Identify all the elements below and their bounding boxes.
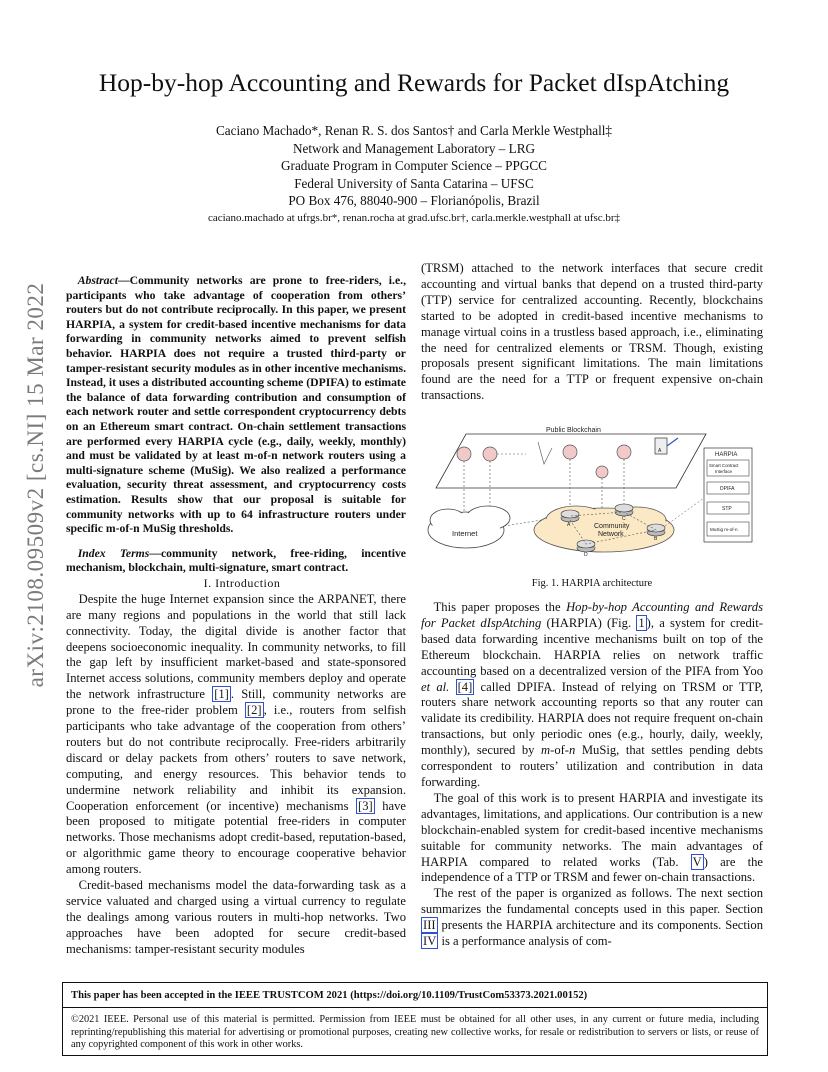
intro-paragraph-5: The rest of the paper is organized as follows. The next section summarizes the fundamental concepts used in this paper. Section III presents the HARPIA architecture and its components. Section IV is a performance analysis of com- xyxy=(421,886,763,949)
block-circle xyxy=(483,447,497,461)
index-terms-label: Index Terms xyxy=(77,546,150,560)
intro-paragraph-1: Despite the huge Internet expansion since the ARPANET, there are many regions and populations in the world that still lack connectivity. Today, the digital divide is another factor that deepens socioeconomic inequality. In community networks, to fill the gap left by insufficient market-based and state-sponsored Internet access solutions, community members deploy and operate the network infrastructure [1] . Still, community networks are prone to the free-rider problem [2] , i.e., routers from selfish participants who take advantage of the cooperation from others’ routers but do not contribute reciprocally. Free-riders arbitrarily discard or delay packets from others’ routers to save network, computing, and energy resources. This behavior tends to undermine network reliability and inhibit its expansion. Cooperation enforcement (or incentive) mechanisms [3] have been proposed to mitigate potential free-riders in computer networks. Those mechanisms adopt credit-based, reputation-based, or algorithmic game theory to encourage cooperative behavior among routers. xyxy=(66,591,406,877)
community-label: Community xyxy=(594,523,630,530)
acceptance-notice: This paper has been accepted in the IEEE TRUSTCOM 2021 (https://doi.org/10.1109/TrustCom53373.2021.00152) xyxy=(71,990,588,1001)
svg-text:A: A xyxy=(658,448,662,454)
svg-text:STP: STP xyxy=(722,506,732,512)
left-column xyxy=(66,274,406,958)
figure-link[interactable]: 1 xyxy=(638,615,645,630)
block-circle xyxy=(596,466,608,478)
block-circle xyxy=(457,447,471,461)
network-label: Network xyxy=(598,531,624,538)
abstract-text: —Community networks are prone to free-riders, i.e., participants who take advantage of cooperation from others’ routers but do not contribute reciprocally. In this paper, we present HARPIA, a system for credit-based incentive mechanisms for data forwarding in community networks aimed to prevent selfish behavior. HARPIA does not require a trusted third-party or tamper-resistant security modules as in other incentive mechanisms. Instead, it uses a distributed accounting scheme (DPIFA) to estimate the balance of data forwarding contribution and consumption of each network router and settle correspondent cryptocurrency debts on an Ethereum smart contract. On-chain settlement transactions are performed every HARPIA cycle (e.g., daily, weekly, monthly) and must be validated by at least m-of-n network routers using a multi-signature scheme (MuSig). We also realized a performance evaluation, security threat assessment, and cryptocurrency costs estimation. Results show that our proposal is suitable for community networks with up to 64 infrastructure routers under specific m-of-n MuSig thresholds. xyxy=(66,274,406,536)
router-d xyxy=(577,540,595,552)
paper-title: Hop-by-hop Accounting and Rewards for Packet dIspAtching xyxy=(98,68,730,97)
svg-text:MuSig m-of-n: MuSig m-of-n xyxy=(710,527,738,532)
citation-link[interactable]: [3] xyxy=(358,798,373,813)
svg-text:DPIFA: DPIFA xyxy=(720,486,735,492)
internet-label: Internet xyxy=(452,529,478,538)
author-block xyxy=(60,122,768,228)
harpia-label: HARPIA xyxy=(715,452,738,458)
harpia-architecture-figure xyxy=(426,420,766,578)
svg-text:Smart Contract: Smart Contract xyxy=(709,463,739,468)
affiliation-university: Federal University of Santa Catarina – UFSC xyxy=(294,175,534,191)
abstract-label: Abstract xyxy=(77,274,118,287)
intro-paragraph-3: This paper proposes the Hop-by-hop Accounting and Rewards for Packet dIspAtching (HARPIA) (Fig. 1 ), a system for credit-based data forwarding incentive mechanisms built on top of the Ethereum blockchain. HARPIA relies on network traffic accounting based on a decentralized version of the PIFA from Yoo et al. [4] called DPIFA. Instead of relying on TRSM or TTP, routers share network accounting reports so that any router can validate its credibility. HARPIA does not require frequent on-chain transactions, but only periodic ones (e.g., hourly, daily, weekly, monthly), secured by m-of-n MuSig, that settles pending debts correspondent to routers’ utilization and contribution in data forwarding. xyxy=(421,600,764,789)
section-heading-introduction: I. Introduction xyxy=(203,575,281,590)
author-emails: caciano.machado at ufrgs.br*, renan.rocha at grad.ufsc.br†, carla.merkle.westphall at ufsc.br‡ xyxy=(207,211,621,224)
footer-notice-box xyxy=(62,982,768,1056)
svg-text:D: D xyxy=(584,552,588,558)
svg-text:C: C xyxy=(622,516,626,522)
copyright-notice: ©2021 IEEE. Personal use of this material is permitted. Permission from IEEE must be obtained for all other uses, in any current or future media, including reprinting/republishing this material for advertising or promotional purposes, creating new collective works, for resale or redistribution to servers or lists, or reuse of any copyrighted component of this work in other works. xyxy=(71,1014,759,1051)
intro-paragraph-2: Credit-based mechanisms model the data-forwarding task as a service valuated and charged using a virtual currency to regulate the dealings among various routers in multi-hop networks. Two approaches have been adopted for secure credit-based mechanisms: tamper-resistant security modules xyxy=(66,878,406,956)
intro-paragraph-2-continued: (TRSM) attached to the network interfaces that secure credit accounting and virtual banks that depend on a trusted third-party (TTP) service for centralized accounting. Recently, blockchains started to be adopted in credit-based incentive mechanisms to manage virtual coins in a trustless based approach, i.e., eliminating the need for centralized elements or TRSM. Though, existing proposals present significant limitations. The main limitations found are the need for a TTP or frequent expensive on-chain transactions. xyxy=(421,261,763,403)
arxiv-id: arXiv:2108.09509v2 [cs.NI] 15 Mar 2022 xyxy=(23,282,48,688)
section-link[interactable]: IV xyxy=(423,934,437,949)
svg-text:B: B xyxy=(654,536,658,542)
index-terms xyxy=(66,547,406,576)
arxiv-stamp xyxy=(12,282,60,688)
section-link[interactable]: III xyxy=(423,918,436,933)
citation-link[interactable]: [4] xyxy=(457,679,473,694)
affiliation-lab: Network and Management Laboratory – LRG xyxy=(292,140,536,156)
svg-text:Interface: Interface xyxy=(715,469,733,474)
block-circle xyxy=(563,445,577,459)
table-link[interactable]: V xyxy=(692,854,702,869)
right-column-bottom xyxy=(421,600,763,950)
svg-text:A: A xyxy=(567,522,571,528)
block-circle xyxy=(617,445,631,459)
router-c xyxy=(615,504,633,516)
intro-paragraph-4: The goal of this work is to present HARPIA and investigate its advantages, limitations, and applications. Our contribution is a new blockchain-enabled system for credit-based incentive mechanisms suitable for community networks. The main advantages of HARPIA compared to related works (Tab. V ) are the independence of a TTP or TRSM and fewer on-chain transactions. xyxy=(421,790,764,885)
figure-caption: Fig. 1. HARPIA architecture xyxy=(531,578,653,589)
footer-divider xyxy=(63,1007,767,1008)
affiliation-program: Graduate Program in Computer Science – PPGCC xyxy=(281,158,547,174)
right-column-top xyxy=(421,261,763,404)
affiliation-address: PO Box 476, 88040-900 – Florianópolis, Brazil xyxy=(288,193,540,209)
author-names: Caciano Machado*, Renan R. S. dos Santos† and Carla Merkle Westphall‡ xyxy=(215,123,613,138)
blockchain-label: Public Blockchain xyxy=(546,427,601,434)
citation-link[interactable]: [2] xyxy=(246,703,262,718)
abstract xyxy=(66,274,406,537)
index-terms-text: —community network, free-riding, incentive mechanism, blockchain, multi-signature, smart contract. xyxy=(66,546,406,575)
citation-link[interactable]: [1] xyxy=(214,687,229,702)
